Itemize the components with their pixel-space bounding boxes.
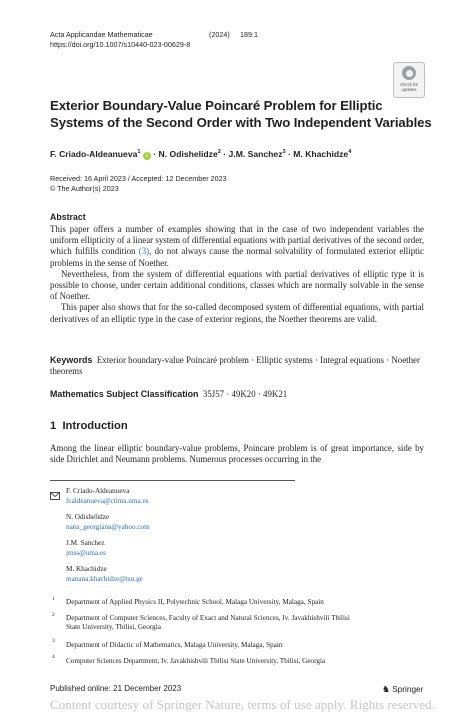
affiliation-number: 1 <box>52 596 55 602</box>
correspondent-name: N. Odishelidze <box>66 513 110 521</box>
correspondent-email[interactable]: nana_georgiana@yahoo.com <box>66 523 150 531</box>
abstract-text: This paper offers a number of examples showing that in the case of two independent variables the uniform ellipticity of a linear system of differential equations with partial derivatives of the second order, which fulfills condition <box>50 224 424 257</box>
subject-classification <box>50 389 424 400</box>
orcid-icon[interactable]: i <box>143 152 151 160</box>
introduction-text: Among the linear elliptic boundary-value problems, Poincare problem is of great importance, side by side Dirichlet and Neumann problems. Numerous processes occurring in the <box>50 443 424 465</box>
affiliation-1: Department of Applied Physics II, Polytechnic School, Malaga University, Malaga, Spain <box>66 598 324 606</box>
abstract-heading: Abstract <box>50 212 86 222</box>
abstract-paragraph-1 <box>50 224 424 269</box>
check-for-updates-label: Check for updates <box>400 82 418 92</box>
publisher-name: Springer <box>392 684 424 694</box>
author-name[interactable]: · J.M. Sanchez <box>220 148 283 159</box>
keywords-label: Keywords <box>50 355 93 365</box>
affiliation-marker: 1 <box>137 149 141 155</box>
check-for-updates-badge[interactable] <box>393 62 425 98</box>
article-title-line-1: Exterior Boundary-Value Poincaré Problem for Elliptic <box>50 98 383 113</box>
author-name[interactable]: F. Criado-Aldeanueva <box>50 148 138 159</box>
keywords <box>50 355 424 377</box>
introduction-heading: 1 Introduction <box>50 420 128 432</box>
published-online-date: Published online: 21 December 2023 <box>50 684 182 693</box>
affiliation-number: 2 <box>52 612 55 618</box>
affiliation-number: 3 <box>52 638 55 644</box>
affiliation-2-line-1: Department of Computer Sciences, Faculty of Exact and Natural Sciences, Iv. Javakhishvili Tbilisi <box>66 614 350 622</box>
author-name[interactable]: · M. Khachidze <box>285 148 349 159</box>
affiliation-marker: 2 <box>217 149 221 155</box>
correspondent-email[interactable]: fcaldeanueva@ctima.uma.es <box>66 497 149 505</box>
correspondent-email[interactable]: jmss@uma.es <box>66 549 106 557</box>
publisher-logo <box>382 684 423 695</box>
affiliation-marker: 4 <box>348 149 352 155</box>
abstract-paragraph-3: This paper also shows that for the so-called decomposed system of differential equations, with partial derivatives of an elliptic type in the case of exterior regions, the Noether theorems are valid. <box>50 302 424 324</box>
correspondent-name: F. Criado-Aldeanueva <box>66 487 130 495</box>
footnote-divider <box>50 480 295 481</box>
correspondent-email[interactable]: manana.khachidze@tsu.ge <box>66 575 143 583</box>
author-list <box>50 146 351 160</box>
copyright-watermark: Content courtesy of Springer Nature, terms of use apply. Rights reserved. <box>50 697 436 712</box>
equation-reference-link[interactable]: (3) <box>138 246 150 257</box>
correspondent-name: M. Khachidze <box>66 565 107 573</box>
article-number: 189:1 <box>240 30 258 39</box>
affiliation-3: Department of Didactic of Mathematics, Malaga University, Malaga, Spain <box>66 641 283 649</box>
msc-label: Mathematics Subject Classification <box>50 389 199 399</box>
correspondence-block <box>66 486 150 584</box>
affiliation-4: Computer Sciences Department, Iv. Javakhishvili Tbilisi State University, Tbilisi, Georgia <box>66 657 326 665</box>
article-title-line-2: Systems of the Second Order with Two Independent Variables <box>50 115 432 130</box>
abstract-body <box>50 224 424 325</box>
msc-codes: 35J57 · 49K20 · 49K21 <box>202 389 288 399</box>
abstract-paragraph-2: Nevertheless, from the system of differential equations with partial derivatives of elliptic type it is possible to choose, under certain additional conditions, classes which are normally solvable in the sense of Noether. <box>50 268 424 302</box>
received-accepted-dates: Received: 16 April 2023 / Accepted: 12 December 2023 <box>50 174 227 183</box>
abstract-text: , do not always cause the normal solvability of formulated exterior elliptic problems in the sense of Noether. <box>50 246 424 268</box>
copyright-notice: © The Author(s) 2023 <box>50 184 119 193</box>
affiliation-marker: 3 <box>282 149 286 155</box>
envelope-icon <box>50 487 60 505</box>
affiliation-2-line-2: State University, Tbilisi, Georgia <box>66 623 161 631</box>
doi-link[interactable]: https://doi.org/10.1007/s10440-023-00629-8 <box>50 40 191 49</box>
correspondent-name: J.M. Sanchez <box>66 539 105 547</box>
journal-year: (2024) <box>209 30 230 39</box>
keywords-text: Exterior boundary-value Poincaré problem · Elliptic systems · Integral equations · Noether theorems <box>50 355 420 377</box>
affiliation-number: 4 <box>52 654 55 660</box>
author-name[interactable]: · N. Odishelidze <box>153 148 218 159</box>
journal-name: Acta Applicandae Mathematicae <box>50 30 153 39</box>
check-for-updates-icon <box>402 66 416 80</box>
springer-horse-icon: ♞ <box>382 684 391 694</box>
